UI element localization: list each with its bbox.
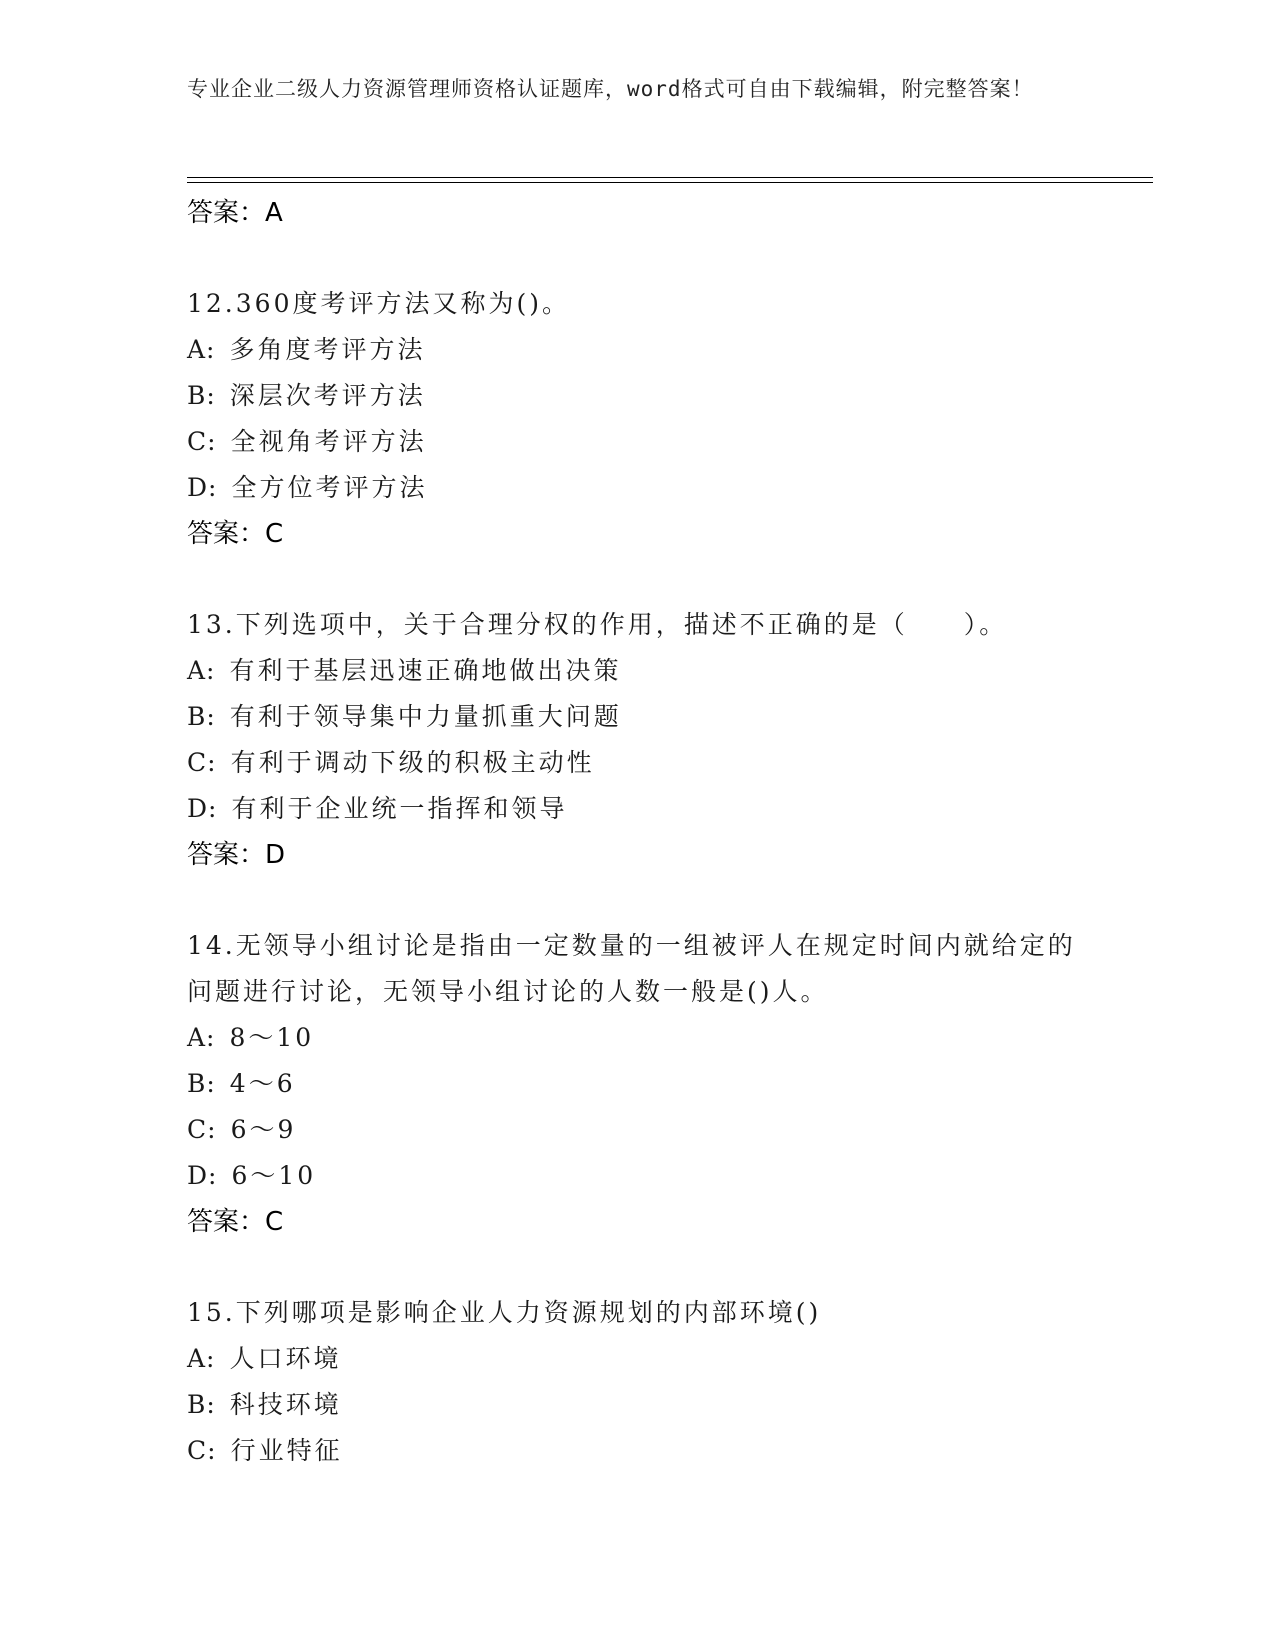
option-text: 8～10 (229, 1023, 315, 1052)
option-text: 深层次考评方法 (229, 381, 426, 410)
option-label: C: (187, 427, 217, 456)
option-label: C: (187, 1436, 217, 1465)
option-a (187, 1336, 1087, 1382)
option-label: A: (187, 1023, 216, 1052)
answer-line: 答案：A (187, 198, 283, 228)
option-text: 科技环境 (229, 1390, 342, 1419)
option-label: B: (187, 381, 216, 410)
option-label: C: (187, 748, 217, 777)
option-label: D: (187, 1161, 218, 1190)
option-label: B: (187, 1069, 216, 1098)
option-c (187, 419, 1087, 465)
option-b (187, 373, 1087, 419)
option-label: C: (187, 1115, 217, 1144)
option-a (187, 327, 1087, 373)
option-a (187, 1015, 1087, 1061)
header-divider-top (187, 177, 1153, 178)
option-text: 4～6 (229, 1069, 296, 1098)
option-label: A: (187, 335, 216, 364)
option-b (187, 1382, 1087, 1428)
option-d (187, 465, 1087, 511)
option-text: 全方位考评方法 (231, 473, 428, 502)
option-text: 行业特征 (230, 1436, 343, 1465)
option-a (187, 648, 1087, 694)
question-stem: 12.360度考评方法又称为()。 (187, 289, 570, 318)
header-divider-bottom (187, 182, 1153, 183)
option-text: 有利于领导集中力量抓重大问题 (229, 702, 622, 731)
option-c (187, 1107, 1087, 1153)
page-header: 专业企业二级人力资源管理师资格认证题库，word格式可自由下载编辑，附完整答案！ (187, 77, 1034, 101)
option-b (187, 694, 1087, 740)
option-c (187, 740, 1087, 786)
option-text: 有利于基层迅速正确地做出决策 (229, 656, 622, 685)
option-b (187, 1061, 1087, 1107)
question-list (187, 190, 1087, 1474)
option-text: 有利于调动下级的积极主动性 (230, 748, 595, 777)
question-stem: 15.下列哪项是影响企业人力资源规划的内部环境() (187, 1298, 822, 1327)
option-c (187, 1428, 1087, 1474)
option-label: A: (187, 1344, 216, 1373)
option-label: B: (187, 1390, 216, 1419)
option-text: 有利于企业统一指挥和领导 (231, 794, 568, 823)
option-label: D: (187, 473, 218, 502)
option-label: A: (187, 656, 216, 685)
question-stem: 14.无领导小组讨论是指由一定数量的一组被评人在规定时间内就给定的问题进行讨论，无领导小组讨论的人数一般是()人。 (187, 931, 1076, 1006)
option-text: 全视角考评方法 (230, 427, 427, 456)
answer-line: 答案：C (187, 519, 284, 549)
option-d (187, 786, 1087, 832)
option-text: 6～10 (231, 1161, 317, 1190)
option-text: 6～9 (230, 1115, 297, 1144)
option-label: B: (187, 702, 216, 731)
option-d (187, 1153, 1087, 1199)
question-stem: 13.下列选项中，关于合理分权的作用，描述不正确的是（ ）。 (187, 610, 1008, 639)
answer-line: 答案：D (187, 840, 286, 870)
option-text: 人口环境 (229, 1344, 342, 1373)
answer-line: 答案：C (187, 1207, 284, 1237)
option-text: 多角度考评方法 (229, 335, 426, 364)
option-label: D: (187, 794, 218, 823)
